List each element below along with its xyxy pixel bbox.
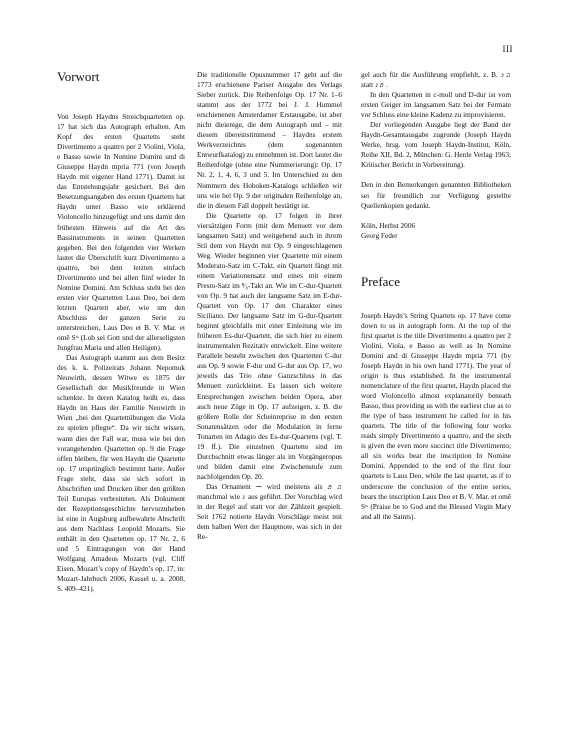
column-1 [57,70,185,594]
signoff-name: Georg Feder [361,230,398,240]
paragraph: Joseph Haydn’s String Quartets op. 17 have come down to us in autograph form. At the top of the first quartet is the title Divertimento a quattro per 2 Violini, Viola, e Basso as well as In Nomine Domini and di Giuseppe Haydn mpria 771 (by Joseph Haydn in his own hand 1771). The year of origin is thus established. In the instrumental nomenclature of the first quartet, Haydn placed the word Violoncello almost explanatorily beneath Basso, thus providing us with the earliest clue as to the type of bass instrument he called for in his quartets. The title of the following four works reads simply Divertimento a quattro, and the sixth is given the even more succinct title Divertimento; all six works bear the inscription In Nomine Domini. Appended to the end of the first four quartets is Laus Deo, while the last quartet, as if to underscore the conclusion of the entire series, bears the inscription Laus Deo et B. V. Mar. et omê Sᵗˢ (Praise be to God and the Blessed Virgin Mary and all the Saints). [361,310,511,521]
column-2 [197,70,342,542]
paragraph: Den in den Bemerkungen genannten Bibliotheken sei für freundlich zur Verfügung gestellte Quellenkopien gedankt. [361,180,511,210]
column-3 [361,70,511,522]
signoff-place-date: Köln, Herbst 2006 [361,220,416,230]
paragraph: Von Joseph Haydns Streichquartetten op. 17 hat sich das Autograph erhalten. Am Kopf des ersten Quartetts steht Divertimento a quattro per 2 Violini, Viola, e Basso sowie In Nomine Domini und di Giuseppe Haydn mpria 771 (von Joseph Haydn mit eigener Hand 1771). Damit ist das Entstehungsjahr gesichert. Bei den Besetzungsangaben des ersten Quartetts hat Haydn unter Basso wie erklärend Violoncello hinzugefügt und uns damit den frühesten Hinweis auf die Art des Bassinstruments in seinen Quartetten gegeben. Bei den folgenden vier Werken lautet die Überschrift kurz Divertimento a quattro, bei dem letzten einfach Divertimento und bei allen fünf wieder In Nomine Domini. Am Schluss steht bei den ersten vier Quartetten Laus Deo, bei dem letzten Quartett aber, wie um den Abschluss der ganzen Serie zu unterstreichen, Laus Deo et B. V. Mar. et omê Sᵗˢ (Lob sei Gott und der allerseligsten Jungfrau Maria und allen Heiligen). [57,112,185,353]
heading-preface: Preface [361,273,400,289]
heading-vorwort: Vorwort [57,69,100,84]
paragraph: In den Quartetten in c-moll und D-dur ist vom ersten Geiger im langsamen Satz bei der Fermate vor Schluss eine kleine Kadenz zu improvisieren. [361,90,511,120]
paragraph: Das Autograph stammt aus dem Besitz des k. k. Polizeirats Johann Nepomuk Neuwirth, dessen Witwe es 1875 der Gesellschaft der Musikfreunde in Wien schenkte. In deren Katalog heißt es, dass Haydn im Haus der Familie Neuwirth in Wien „bei den Quartettübungen die Viola zu spielen pflegte“. Da wir nicht wissen, wann dies der Fall war, muss wie bei den vorangehenden Quartetten op. 9 die Frage offen bleiben, für wen Haydn die Quartette op. 17 ursprünglich bestimmt hatte. Außer Frage steht, dass sie sich sofort in Abschriften und Drucken über den größten Teil Europas verbreiteten. Als Dokument der Rezeptionsgeschichte hervorzuheben ist eine in Augsburg aufbewahrte Abschrift aus dem Nachlass Leopold Mozarts. Sie enthält in den Quartetten op. 17 Nr. 2, 6 und 5 Eintragungen von der Hand Wolfgang Amadeus Mozarts (vgl. Cliff Eisen, Mozart’s copy of Haydn’s op. 17, in: Mozart-Jahrbuch 2006, Kassel u. a. 2008, S. 409–421). [57,353,185,594]
paragraph: Der vorliegenden Ausgabe liegt der Band der Haydn-Gesamtausgabe zugrunde (Joseph Haydn Werke, hrsg. vom Joseph Haydn-Institut, Köln, Reihe XII, Bd. 2, München: G. Henle Verlag 1963; Kritischer Bericht in Vorbereitung). [361,120,511,170]
paragraph: Die traditionelle Opusnummer 17 geht auf die 1773 erschienene Pariser Ausgabe des Verlags Sieber zurück. Die Reihenfolge Op. 17 Nr. 1–6 stammt aus der 1772 bei J. J. Hummel erschienenen Amsterdamer Erstausgabe, ist aber nicht dieienige, die dem Autograph und – mit diesem übereinstimmend – Haydns erstem Werkverzeichnis (dem sogenannten Entwurfkatalog) zu entnehmen ist. Dort lautet die Reihenfolge (ohne eine Nummerierung): Op. 17 Nr. 2, 1, 4, 6, 3 und 5. Im Unterschied zu den Nummern des Hoboken-Katalogs schließen wir uns wie bei Op. 9 der originalen Reihenfolge an, die in diesem Fall doppelt bestätigt ist. [197,70,342,210]
paragraph: Das Ornament ⁓ wird meistens als ♬♫ manchmal wie ♪ aus geführt. Der Vorschlag wird in der Regel auf statt vor der Zählzeit gespielt. Seit 1762 notierte Haydn Vorschläge meist mit dem halben Wert der Hauptnote, was sich in der Re- [197,481,342,542]
page-number: III [502,44,513,54]
signoff [361,221,511,241]
paragraph: gel auch für die Ausführung empfiehlt, z. B. ♪♫ statt ♪♬. [361,70,511,90]
paragraph: Die Quartette op. 17 folgen in ihrer viersätzigen Form (mit dem Menuett vor dem langsamen Satz) und weitgehend auch in ihrem Stil dem von Haydn mit Op. 9 eingeschlagenen Weg. Wieder beginnen vier Quartette mit einem Moderato-Satz im C-Takt, ein Quartett fängt mit einem Variationensatz und eines mit einem Presto-Satz im ⁸⁄₈-Takt an. Wie im C-dur-Quartett von Op. 9 hat auch der langsame Satz im E-dur-Quartett von Op. 17 den Charakter eines Siciliano. Der langsame Satz im G-dur-Quartett beginnt gleichfalls mit einer Einleitung wie im früheren Es-dur-Quartett, die sich hier zu einem instrumentalen Rezitativ entwickelt. Eine weitere Parallele besteht zwischen den Quartetten C-dur aus Op. 9 sowie F-dur und G-dur aus Op. 17, wo jeweils das Trio ohne Ganzschluss in das Menuett zurückleitet. Es lassen sich weitere Entsprechungen zwischen beiden Opera, aber auch neue Züge in Op. 17 aufzeigen, z. B. die größere Rolle der Scheinreprise in den ersten Sonatensätzen oder die Modulation in ferne Tonarten im Adagio des Es-dur-Quartetts (vgl. T. 19 ff.). Die einzelnen Quartette sind im Durchschnitt etwas länger als im Vorgängeropus und bilden damit eine Zwischenstufe zum nachfolgenden Op. 20. [197,210,342,481]
